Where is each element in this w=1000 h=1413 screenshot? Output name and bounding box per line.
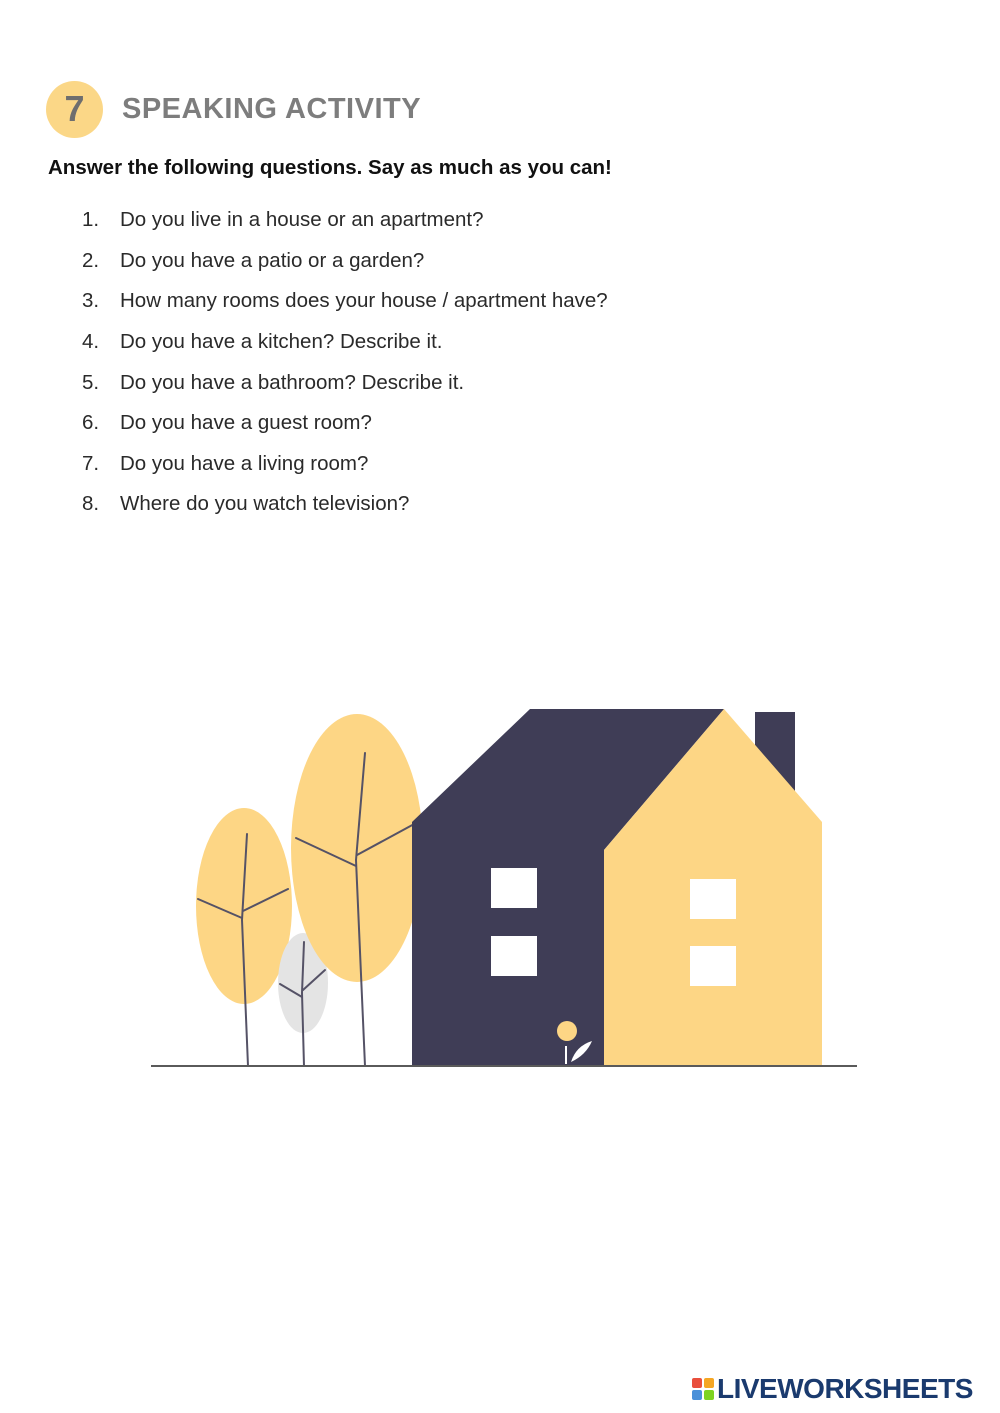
question-text: Do you have a guest room? (120, 411, 372, 435)
section-number-badge: 7 (46, 81, 103, 138)
question-number: 5. (82, 370, 100, 394)
question-number: 1. (82, 208, 100, 232)
window (690, 879, 736, 919)
list-item (82, 200, 608, 241)
instructions: Answer the following questions. Say as much as you can! (48, 156, 612, 179)
question-text: Do you have a living room? (120, 451, 369, 475)
flower-head (557, 1021, 577, 1041)
liveworksheets-brand[interactable] (692, 1372, 973, 1406)
question-number: 8. (82, 492, 100, 516)
question-text: Do you have a bathroom? Describe it. (120, 370, 465, 394)
list-item (82, 484, 608, 525)
section-header (46, 80, 421, 138)
question-list (82, 200, 608, 525)
list-item (82, 241, 608, 282)
house-illustration (140, 700, 870, 1080)
question-text: How many rooms does your house / apartment have? (120, 289, 608, 313)
list-item (82, 444, 608, 485)
question-text: Where do you watch television? (120, 492, 410, 516)
question-number: 2. (82, 248, 100, 272)
window (491, 868, 537, 908)
question-number: 4. (82, 330, 100, 354)
question-number: 3. (82, 289, 100, 313)
question-text: Do you have a patio or a garden? (120, 248, 425, 272)
question-number: 6. (82, 411, 100, 435)
brand-text: LIVEWORKSHEETS (717, 1373, 973, 1404)
question-text: Do you have a kitchen? Describe it. (120, 330, 443, 354)
section-title: SPEAKING ACTIVITY (122, 92, 422, 125)
question-text: Do you live in a house or an apartment? (120, 208, 484, 232)
question-number: 7. (82, 451, 100, 475)
brand-logo-icon (692, 1378, 714, 1400)
list-item (82, 403, 608, 444)
window (491, 936, 537, 976)
window (690, 946, 736, 986)
list-item (82, 362, 608, 403)
list-item (82, 281, 608, 322)
list-item (82, 322, 608, 363)
